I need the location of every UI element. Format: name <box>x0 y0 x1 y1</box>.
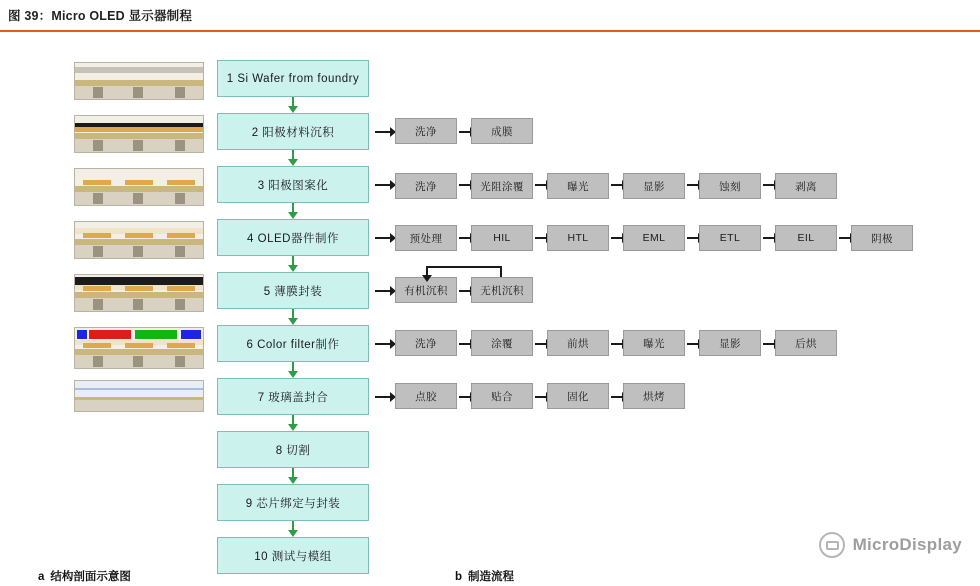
anode-metal <box>75 127 203 132</box>
patterned-anode <box>125 343 153 348</box>
via <box>175 299 185 310</box>
sub-arrow <box>459 343 470 345</box>
flow-arrow-4-5 <box>292 256 294 265</box>
sub-arrow <box>611 184 622 186</box>
via <box>93 87 103 98</box>
sub-step-6-3[interactable]: 前烘 <box>547 330 609 356</box>
flow-arrow-9-10 <box>292 521 294 530</box>
via <box>175 140 185 151</box>
title-divider <box>0 30 980 32</box>
patterned-anode <box>83 233 111 238</box>
sub-arrow <box>611 237 622 239</box>
figure-title-bar <box>0 0 980 30</box>
flow-step-6[interactable]: 6 Color filter制作 <box>217 325 369 362</box>
via <box>93 193 103 204</box>
via <box>133 193 143 204</box>
flow-step-9[interactable]: 9 芯片绑定与封装 <box>217 484 369 521</box>
sub-step-4-4[interactable]: EML <box>623 225 685 251</box>
loop-right-line <box>500 266 502 277</box>
metal-layer <box>75 292 203 298</box>
sub-arrow <box>763 237 774 239</box>
flow-step-5[interactable]: 5 薄膜封装 <box>217 272 369 309</box>
via <box>133 299 143 310</box>
flow-step-10[interactable]: 10 测试与模组 <box>217 537 369 574</box>
via <box>133 356 143 367</box>
sub-step-4-3[interactable]: HTL <box>547 225 609 251</box>
sub-step-3-2[interactable]: 光阻涂覆 <box>471 173 533 199</box>
sub-step-3-5[interactable]: 蚀刻 <box>699 173 761 199</box>
sub-step-4-1[interactable]: 预处理 <box>395 225 457 251</box>
color-filter-blue <box>181 330 201 339</box>
flow-arrow-3-4 <box>292 203 294 212</box>
patterned-anode <box>125 233 153 238</box>
substrate-layer <box>75 399 203 411</box>
sub-arrow <box>763 343 774 345</box>
sub-arrow <box>687 343 698 345</box>
flow-arrow-7-8 <box>292 415 294 424</box>
encapsulation-layer <box>75 277 203 285</box>
seal-line <box>75 388 203 390</box>
sub-arrow <box>459 396 470 398</box>
color-filter-green <box>135 330 177 339</box>
sub-step-6-2[interactable]: 涂覆 <box>471 330 533 356</box>
via <box>175 87 185 98</box>
flow-step-1[interactable]: 1 Si Wafer from foundry <box>217 60 369 97</box>
sub-arrow <box>611 343 622 345</box>
patterned-anode <box>167 233 195 238</box>
patterned-anode <box>167 286 195 291</box>
loop-top-line <box>426 266 502 268</box>
via <box>133 87 143 98</box>
caption-left <box>38 568 131 584</box>
sub-step-4-2[interactable]: HIL <box>471 225 533 251</box>
via <box>93 356 103 367</box>
color-filter-blue <box>77 330 87 339</box>
sub-step-7-4[interactable]: 烘烤 <box>623 383 685 409</box>
sub-step-7-2[interactable]: 贴合 <box>471 383 533 409</box>
sub-step-6-5[interactable]: 显影 <box>699 330 761 356</box>
caption-right-label: b <box>455 571 463 583</box>
sub-step-4-7[interactable]: 阴极 <box>851 225 913 251</box>
sub-arrow <box>375 290 390 292</box>
via <box>93 299 103 310</box>
anode-patterning-cross-section <box>74 168 204 206</box>
sub-arrow <box>535 184 546 186</box>
flow-arrow-2-3 <box>292 150 294 159</box>
via <box>175 246 185 257</box>
watermark <box>819 532 962 558</box>
sub-step-4-5[interactable]: ETL <box>699 225 761 251</box>
metal-layer <box>75 239 203 245</box>
sub-step-2-1[interactable]: 洗净 <box>395 118 457 144</box>
thin-film-encapsulation-cross-section <box>74 274 204 312</box>
caption-right <box>455 568 514 584</box>
flow-step-2[interactable]: 2 阳极材料沉积 <box>217 113 369 150</box>
sub-arrow <box>459 237 470 239</box>
color-filter-red <box>89 330 131 339</box>
patterned-anode <box>83 180 111 185</box>
sub-arrow <box>459 184 470 186</box>
flow-arrow-8-9 <box>292 468 294 477</box>
sub-arrow <box>687 184 698 186</box>
metal-layer <box>75 186 203 192</box>
sub-step-7-1[interactable]: 点胶 <box>395 383 457 409</box>
watermark-text: MicroDisplay <box>852 535 962 554</box>
via <box>93 140 103 151</box>
flow-step-8[interactable]: 8 切割 <box>217 431 369 468</box>
anode-deposition-cross-section <box>74 115 204 153</box>
sub-step-6-4[interactable]: 曝光 <box>623 330 685 356</box>
sub-step-7-3[interactable]: 固化 <box>547 383 609 409</box>
patterned-anode <box>125 180 153 185</box>
si-wafer-cross-section <box>74 62 204 100</box>
sub-step-3-4[interactable]: 显影 <box>623 173 685 199</box>
via <box>133 246 143 257</box>
caption-right-text: 制造流程 <box>468 571 515 583</box>
metal-layer <box>75 133 203 139</box>
via <box>175 356 185 367</box>
sub-step-5-2[interactable]: 无机沉积 <box>471 277 533 303</box>
sub-step-5-1[interactable]: 有机沉积 <box>395 277 457 303</box>
sub-arrow <box>375 237 390 239</box>
sub-step-3-6[interactable]: 剥离 <box>775 173 837 199</box>
sub-arrow <box>763 184 774 186</box>
via <box>175 193 185 204</box>
color-filter-cross-section <box>74 327 204 369</box>
sub-step-3-1[interactable]: 洗净 <box>395 173 457 199</box>
sub-arrow <box>535 396 546 398</box>
sub-arrow <box>459 290 470 292</box>
metal-layer <box>75 80 203 86</box>
sub-step-6-6[interactable]: 后烘 <box>775 330 837 356</box>
flow-step-3[interactable]: 3 阳极图案化 <box>217 166 369 203</box>
sub-arrow <box>687 237 698 239</box>
sub-arrow <box>535 343 546 345</box>
sub-step-6-1[interactable]: 洗净 <box>395 330 457 356</box>
patterned-anode <box>167 343 195 348</box>
sub-arrow <box>535 237 546 239</box>
patterned-anode <box>83 343 111 348</box>
sub-arrow <box>375 343 390 345</box>
sub-arrow <box>459 131 470 133</box>
via <box>133 140 143 151</box>
page-title: 图 39：Micro OLED 显示器制程 <box>8 9 193 23</box>
caption-left-text: 结构剖面示意图 <box>50 571 131 583</box>
camera-circle-icon <box>819 532 845 558</box>
flow-arrow-5-6 <box>292 309 294 318</box>
sub-step-3-3[interactable]: 曝光 <box>547 173 609 199</box>
loop-arrow-head <box>422 275 432 282</box>
flow-step-7[interactable]: 7 玻璃盖封合 <box>217 378 369 415</box>
sub-arrow <box>375 396 390 398</box>
caption-left-label: a <box>38 571 45 583</box>
flow-arrow-1-2 <box>292 97 294 106</box>
flow-arrow-6-7 <box>292 362 294 371</box>
glass-lid-cross-section <box>74 380 204 412</box>
sub-arrow <box>375 131 390 133</box>
metal-layer <box>75 397 203 400</box>
sub-step-2-2[interactable]: 成膜 <box>471 118 533 144</box>
patterned-anode <box>125 286 153 291</box>
metal-layer <box>75 349 203 355</box>
sub-arrow <box>839 237 850 239</box>
oled-device-cross-section <box>74 221 204 259</box>
flow-step-4[interactable]: 4 OLED器件制作 <box>217 219 369 256</box>
sub-step-4-6[interactable]: EIL <box>775 225 837 251</box>
surface-layer <box>75 67 203 73</box>
via <box>93 246 103 257</box>
patterned-anode <box>83 286 111 291</box>
sub-arrow <box>375 184 390 186</box>
patterned-anode <box>167 180 195 185</box>
sub-arrow <box>611 396 622 398</box>
